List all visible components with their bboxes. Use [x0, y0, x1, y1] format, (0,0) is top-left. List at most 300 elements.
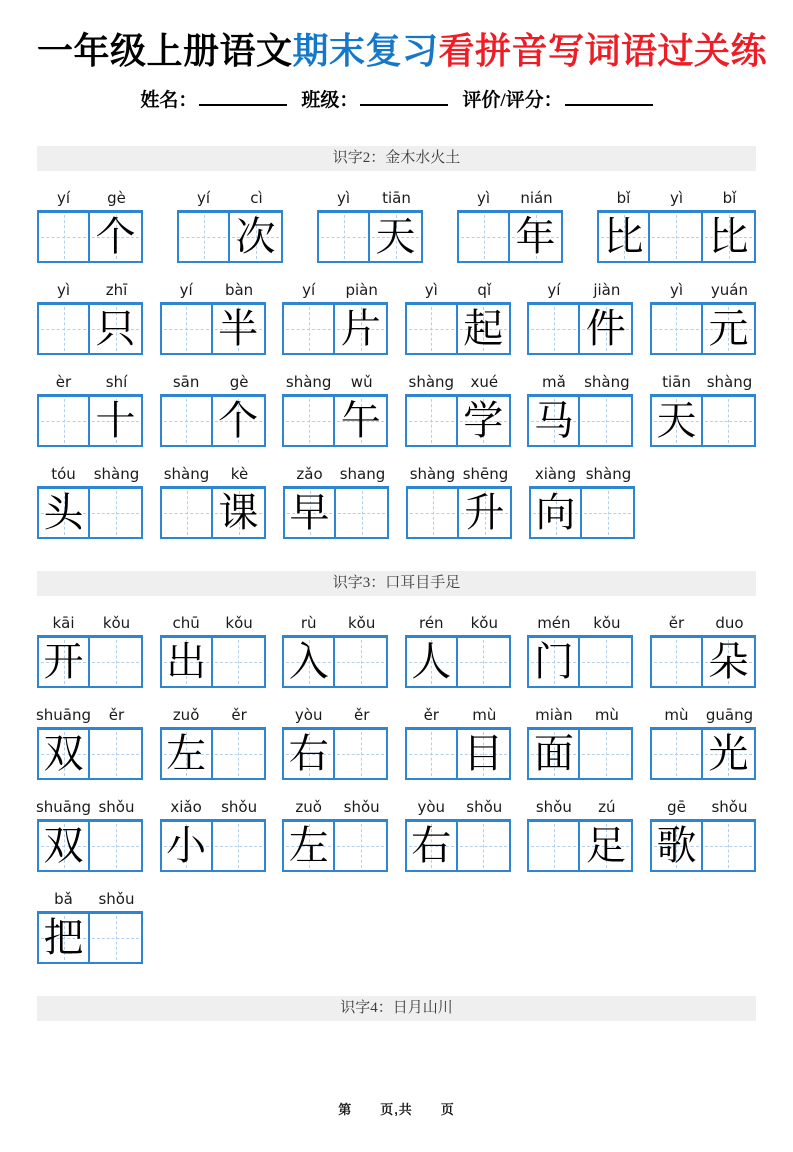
char-cell	[160, 706, 213, 780]
char-cell	[458, 281, 511, 355]
box-character: 片	[340, 306, 381, 352]
word-group	[160, 798, 266, 872]
score-label: 评价/评分：	[462, 90, 563, 112]
writing-box	[458, 394, 511, 447]
writing-box	[37, 635, 90, 688]
pinyin-label: bǎ	[54, 890, 73, 909]
box-character: 件	[585, 306, 626, 352]
writing-box	[336, 486, 389, 539]
word-row	[37, 281, 756, 355]
pinyin-label: kǒu	[470, 614, 498, 633]
writing-box	[213, 727, 266, 780]
word-group	[160, 281, 266, 355]
char-cell	[405, 281, 458, 355]
writing-box	[580, 635, 633, 688]
pinyin-label: shàng	[408, 373, 455, 392]
word-group	[405, 798, 511, 872]
char-cell	[213, 798, 266, 872]
word-group	[282, 281, 388, 355]
pinyin-label: gè	[107, 189, 126, 208]
writing-box	[90, 486, 143, 539]
word-group	[37, 614, 143, 688]
char-cell	[213, 465, 266, 539]
pinyin-label: bàn	[224, 281, 254, 300]
char-cell	[580, 706, 633, 780]
writing-box	[90, 302, 143, 355]
word-row	[37, 890, 756, 964]
char-cell	[90, 373, 143, 447]
box-character: 把	[43, 915, 84, 961]
word-group	[160, 706, 266, 780]
word-row	[37, 465, 756, 539]
word-row	[37, 614, 756, 688]
pinyin-label: yòu	[294, 706, 323, 725]
writing-box	[213, 394, 266, 447]
page-footer: 第 页,共 页	[338, 1102, 455, 1117]
pinyin-label: yòu	[417, 798, 446, 817]
score-blank-line	[565, 87, 653, 106]
word-group	[282, 373, 388, 447]
char-cell	[160, 373, 213, 447]
box-character: 个	[95, 214, 136, 260]
pinyin-label: yì	[56, 281, 71, 300]
section-header: 识字4：日月山川	[37, 996, 756, 1021]
box-character: 马	[533, 398, 574, 444]
pinyin-label: tiān	[382, 189, 411, 208]
pinyin-label: yuán	[710, 281, 749, 300]
char-cell	[459, 465, 512, 539]
pinyin-label: mén	[537, 614, 571, 633]
pinyin-label: zú	[598, 798, 616, 817]
writing-box	[703, 210, 756, 263]
char-cell	[510, 189, 563, 263]
writing-box	[335, 394, 388, 447]
student-info-line	[37, 87, 756, 114]
char-cell	[703, 706, 756, 780]
pinyin-label: shuāng	[35, 706, 92, 725]
word-group	[406, 465, 512, 539]
pinyin-label: ěr	[231, 706, 247, 725]
writing-box	[650, 302, 703, 355]
writing-box	[230, 210, 283, 263]
box-character: 午	[340, 398, 381, 444]
word-group	[650, 281, 756, 355]
writing-box	[335, 727, 388, 780]
word-group	[37, 189, 143, 263]
char-cell	[529, 465, 582, 539]
pinyin-label: shàng	[584, 373, 630, 392]
box-character: 次	[235, 214, 276, 260]
box-character: 双	[43, 823, 84, 869]
pinyin-label: zuǒ	[172, 706, 200, 725]
writing-box	[90, 911, 143, 964]
word-group	[527, 373, 633, 447]
box-character: 小	[166, 823, 207, 869]
pinyin-label: kè	[230, 465, 249, 484]
writing-box	[37, 911, 90, 964]
writing-box	[703, 302, 756, 355]
word-row	[37, 798, 756, 872]
char-cell	[335, 706, 388, 780]
word-group	[37, 281, 143, 355]
box-character: 早	[289, 490, 330, 536]
pinyin-label: qǐ	[477, 281, 492, 300]
char-cell	[527, 281, 580, 355]
writing-box	[650, 635, 703, 688]
char-cell	[458, 614, 511, 688]
writing-box	[650, 210, 703, 263]
word-group	[527, 706, 633, 780]
writing-box	[160, 394, 213, 447]
writing-box	[282, 635, 335, 688]
pinyin-label: bǐ	[722, 189, 737, 208]
pinyin-label: zhī	[105, 281, 128, 300]
char-cell	[703, 798, 756, 872]
char-cell	[527, 373, 580, 447]
box-character: 年	[515, 214, 556, 260]
worksheet-page	[0, 30, 793, 1021]
writing-box	[335, 635, 388, 688]
writing-box	[405, 302, 458, 355]
word-group	[37, 798, 143, 872]
box-character: 学	[463, 398, 504, 444]
pinyin-label: jiàn	[593, 281, 621, 300]
box-character: 天	[375, 214, 416, 260]
word-group	[529, 465, 635, 539]
pinyin-label: yì	[669, 189, 684, 208]
pinyin-label: yì	[476, 189, 491, 208]
writing-box	[335, 819, 388, 872]
char-cell	[370, 189, 423, 263]
pinyin-label: yí	[56, 189, 71, 208]
writing-box	[580, 302, 633, 355]
pinyin-label: shuāng	[35, 798, 92, 817]
word-group	[177, 189, 283, 263]
char-cell	[703, 373, 756, 447]
box-character: 元	[708, 306, 749, 352]
char-cell	[37, 189, 90, 263]
writing-box	[213, 635, 266, 688]
char-cell	[90, 614, 143, 688]
writing-box	[703, 394, 756, 447]
char-cell	[703, 189, 756, 263]
word-group	[405, 706, 511, 780]
title-segment-black: 一年级上册语文	[37, 30, 293, 71]
pinyin-label: miàn	[535, 706, 573, 725]
page-title	[37, 30, 768, 71]
box-character: 向	[535, 490, 576, 536]
pinyin-label: shàng	[409, 465, 456, 484]
writing-box	[37, 210, 90, 263]
box-character: 升	[464, 490, 505, 536]
char-cell	[703, 614, 756, 688]
char-cell	[282, 798, 335, 872]
char-cell	[335, 614, 388, 688]
writing-box	[458, 727, 511, 780]
pinyin-label: yì	[669, 281, 683, 300]
pinyin-label: sān	[172, 373, 200, 392]
char-cell	[37, 614, 90, 688]
writing-box	[213, 486, 266, 539]
box-character: 光	[708, 731, 749, 777]
pinyin-label: guāng	[705, 706, 754, 725]
pinyin-label: yí	[302, 281, 316, 300]
char-cell	[458, 798, 511, 872]
box-character: 人	[411, 639, 452, 685]
writing-box	[580, 819, 633, 872]
word-group	[37, 465, 143, 539]
pinyin-label: shǒu	[221, 798, 258, 817]
word-group	[160, 465, 266, 539]
box-character: 天	[656, 398, 697, 444]
box-character: 目	[463, 731, 504, 777]
writing-box	[282, 394, 335, 447]
pinyin-label: xiàng	[534, 465, 577, 484]
pinyin-label: ěr	[353, 706, 370, 725]
writing-box	[282, 819, 335, 872]
box-character: 歌	[656, 823, 697, 869]
char-cell	[37, 798, 90, 872]
writing-box	[37, 727, 90, 780]
pinyin-label: shǒu	[98, 890, 135, 909]
pinyin-label: ěr	[423, 706, 439, 725]
char-cell	[405, 706, 458, 780]
char-cell	[90, 890, 143, 964]
char-cell	[597, 189, 650, 263]
writing-box	[213, 302, 266, 355]
writing-box	[90, 819, 143, 872]
word-group	[597, 189, 756, 263]
char-cell	[335, 281, 388, 355]
pinyin-label: rén	[418, 614, 444, 633]
word-row	[37, 189, 756, 263]
char-cell	[37, 281, 90, 355]
char-cell	[457, 189, 510, 263]
writing-box	[405, 635, 458, 688]
box-character: 十	[95, 398, 136, 444]
pinyin-label: kǒu	[225, 614, 253, 633]
char-cell	[90, 798, 143, 872]
writing-box	[703, 635, 756, 688]
pinyin-label: zǎo	[296, 465, 323, 484]
title-segment-red: 看拼音写词语过关练	[438, 30, 768, 71]
char-cell	[90, 465, 143, 539]
writing-box	[405, 727, 458, 780]
char-cell	[160, 465, 213, 539]
title-segment-blue: 期末复习	[292, 30, 439, 71]
pinyin-label: mǎ	[541, 373, 566, 392]
pinyin-label: shàng	[93, 465, 140, 484]
word-group	[37, 890, 143, 964]
pinyin-label: shēng	[462, 465, 509, 484]
char-cell	[283, 465, 336, 539]
pinyin-label: mù	[594, 706, 619, 725]
writing-box	[510, 210, 563, 263]
writing-box	[160, 635, 213, 688]
pinyin-label: xiǎo	[170, 798, 202, 817]
pinyin-label: ěr	[108, 706, 125, 725]
writing-box	[529, 486, 582, 539]
writing-box	[317, 210, 370, 263]
char-cell	[650, 373, 703, 447]
pinyin-label: shàng	[706, 373, 753, 392]
char-cell	[213, 706, 266, 780]
writing-box	[457, 210, 510, 263]
word-group	[650, 614, 756, 688]
pinyin-label: shǒu	[711, 798, 748, 817]
word-group	[282, 706, 388, 780]
writing-box	[37, 302, 90, 355]
char-cell	[160, 614, 213, 688]
box-character: 头	[43, 490, 84, 536]
word-group	[650, 798, 756, 872]
char-cell	[582, 465, 635, 539]
word-group	[650, 373, 756, 447]
word-group	[457, 189, 563, 263]
char-cell	[580, 373, 633, 447]
pinyin-label: nián	[520, 189, 553, 208]
writing-box	[582, 486, 635, 539]
char-cell	[703, 281, 756, 355]
writing-box	[459, 486, 512, 539]
char-cell	[405, 373, 458, 447]
pinyin-label: bǐ	[616, 189, 631, 208]
class-blank-line	[360, 87, 448, 106]
writing-box	[160, 727, 213, 780]
pinyin-label: kǒu	[348, 614, 376, 633]
char-cell	[335, 373, 388, 447]
sections-container	[37, 146, 756, 1021]
char-cell	[405, 614, 458, 688]
writing-box	[37, 394, 90, 447]
word-group	[160, 614, 266, 688]
char-cell	[37, 373, 90, 447]
box-character: 入	[288, 639, 329, 685]
word-group	[283, 465, 389, 539]
char-cell	[458, 706, 511, 780]
pinyin-label: tóu	[51, 465, 76, 484]
char-cell	[213, 373, 266, 447]
word-group	[317, 189, 423, 263]
writing-box	[597, 210, 650, 263]
writing-box	[527, 302, 580, 355]
pinyin-label: shàng	[285, 373, 332, 392]
box-character: 面	[533, 731, 574, 777]
writing-box	[160, 819, 213, 872]
writing-box	[213, 819, 266, 872]
pinyin-label: zuǒ	[295, 798, 322, 817]
char-cell	[90, 189, 143, 263]
writing-box	[406, 486, 459, 539]
writing-box	[580, 394, 633, 447]
writing-box	[650, 819, 703, 872]
char-cell	[90, 706, 143, 780]
box-character: 双	[43, 731, 84, 777]
writing-box	[335, 302, 388, 355]
writing-box	[282, 302, 335, 355]
box-character: 课	[218, 490, 259, 536]
char-cell	[37, 890, 90, 964]
word-group	[405, 614, 511, 688]
writing-box	[37, 819, 90, 872]
char-cell	[213, 281, 266, 355]
word-group	[37, 373, 143, 447]
pinyin-label: gè	[229, 373, 249, 392]
pinyin-label: mù	[472, 706, 497, 725]
pinyin-label: shǒu	[535, 798, 572, 817]
pinyin-label: shǒu	[98, 798, 135, 817]
pinyin-label: cì	[250, 189, 263, 208]
word-group	[160, 373, 266, 447]
writing-box	[650, 394, 703, 447]
char-cell	[317, 189, 370, 263]
pinyin-label: xué	[470, 373, 499, 392]
char-cell	[650, 281, 703, 355]
pinyin-label: kǒu	[593, 614, 621, 633]
writing-box	[527, 635, 580, 688]
pinyin-label: gē	[667, 798, 686, 817]
writing-box	[527, 727, 580, 780]
writing-box	[650, 727, 703, 780]
char-cell	[580, 798, 633, 872]
pinyin-label: yì	[336, 189, 351, 208]
writing-box	[527, 394, 580, 447]
writing-box	[370, 210, 423, 263]
writing-box	[458, 819, 511, 872]
pinyin-label: yí	[547, 281, 561, 300]
writing-box	[527, 819, 580, 872]
char-cell	[282, 614, 335, 688]
word-group	[405, 373, 511, 447]
box-character: 半	[218, 306, 259, 352]
box-character: 开	[43, 639, 84, 685]
pinyin-label: yí	[196, 189, 211, 208]
writing-box	[458, 302, 511, 355]
word-group	[37, 706, 143, 780]
char-cell	[282, 281, 335, 355]
pinyin-label: duo	[715, 614, 744, 633]
pinyin-label: tiān	[662, 373, 691, 392]
box-character: 朵	[708, 639, 749, 685]
word-row	[37, 373, 756, 447]
char-cell	[160, 281, 213, 355]
pinyin-label: èr	[55, 373, 72, 392]
name-label: 姓名：	[140, 90, 198, 112]
char-cell	[90, 281, 143, 355]
box-character: 只	[95, 306, 136, 352]
writing-box	[283, 486, 336, 539]
pinyin-label: kǒu	[102, 614, 131, 633]
char-cell	[37, 706, 90, 780]
char-cell	[650, 189, 703, 263]
name-blank-line	[199, 87, 287, 106]
char-cell	[527, 798, 580, 872]
char-cell	[405, 798, 458, 872]
char-cell	[160, 798, 213, 872]
char-cell	[336, 465, 389, 539]
pinyin-label: ěr	[668, 614, 685, 633]
box-character: 右	[411, 823, 452, 869]
writing-box	[703, 819, 756, 872]
pinyin-label: yì	[424, 281, 438, 300]
char-cell	[580, 614, 633, 688]
word-group	[527, 798, 633, 872]
box-character: 右	[288, 731, 329, 777]
writing-box	[90, 394, 143, 447]
pinyin-label: rù	[300, 614, 317, 633]
char-cell	[527, 614, 580, 688]
pinyin-label: kāi	[52, 614, 75, 633]
